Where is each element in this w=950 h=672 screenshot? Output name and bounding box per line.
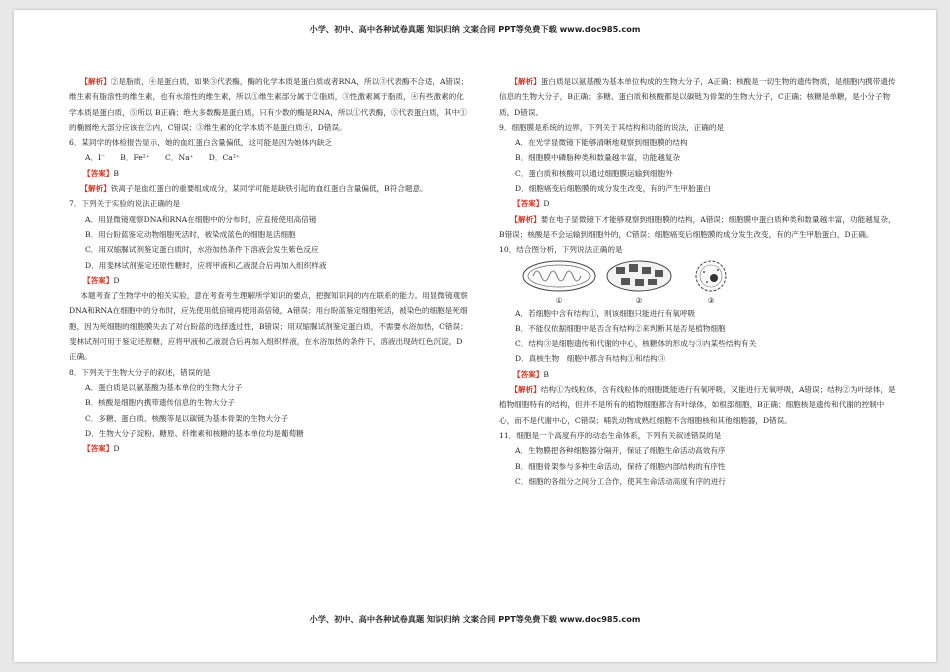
footer-banner: 小学、初中、高中各种试卷真题 知识归纳 文案合同 PPT等免费下载 www.doc985.com <box>309 614 641 624</box>
answer-tag: 【答案】 <box>83 444 114 454</box>
explanation-8 <box>499 74 899 120</box>
answer-tag: 【答案】 <box>513 199 544 209</box>
question-6: 6．某同学的体检报告显示，她的血红蛋白含量偏低，这可能是因为她体内缺乏 <box>69 138 333 148</box>
question-11-option-b: B．细胞骨架参与多种生命活动，保持了细胞内部结构的有序性 <box>515 461 726 471</box>
explanation-tag: 【解析】 <box>80 184 111 194</box>
explanation-text: 结构①为线粒体，含有线粒体的细胞既能进行有氧呼吸，又能进行无氧呼吸，A错误；结构②为叶绿体，是植物细胞特有的结构，但并不是所有的植物细胞都含有叶绿体，如根部细胞，B正确；细胞核是遗传和代谢的控制中心，而不是代谢中心，C错误；哺乳动物成熟红细胞不含细胞核和其他细胞器，D错误。 <box>499 385 896 425</box>
question-10-option-b: B．不能仅依据细胞中是否含有结构②来判断其是否是植物细胞 <box>515 323 726 333</box>
document-page <box>14 10 936 662</box>
answer-10 <box>499 367 899 382</box>
mitochondrion-drawing <box>523 261 595 291</box>
question-9-option-b: B．细胞膜中磷脂种类和数量越丰富，功能越复杂 <box>515 153 681 163</box>
explanation-tag: 【解析】 <box>80 77 111 86</box>
answer-value: D <box>113 444 120 454</box>
header-banner: 小学、初中、高中各种试卷真题 知识归纳 文案合同 PPT等免费下载 www.doc985.com <box>309 24 641 34</box>
figure-label-2: ② <box>635 295 643 305</box>
question-9-option-d: D．细胞癌变后细胞膜的成分发生改变，有的产生甲胎蛋白 <box>515 184 711 194</box>
explanation-tag: 【解析】 <box>510 214 541 224</box>
explanation-9 <box>499 212 899 243</box>
explanation-tag: 【解析】 <box>510 385 541 395</box>
question-10-option-a: A．若细胞中含有结构①，则该细胞只能进行有氧呼吸 <box>515 308 696 318</box>
question-9-option-c: C．蛋白质和核酸可以通过细胞膜运输到细胞外 <box>515 168 673 178</box>
organelle-figure <box>499 258 899 306</box>
explanation-7: 本题考查了生物学中的相关实验，意在考查考生理解所学知识的要点，把握知识间的内在联系的能力。用显微镜观察DNA和RNA在细胞中的分布时，应先使用低倍镜再使用高倍镜，A错误；用台盼蓝鉴定细胞死活，被染色的细胞是死细胞，因为死细胞的细胞膜失去了对台盼蓝的选择透过性，B错误；用双缩脲试剂鉴定蛋白质，不需要水浴加热，C错误；斐林试剂可用于鉴定还原糖，应将甲液和乙液混合后再加入组织样液，在水浴加热的条件下，溶液出现砖红色沉淀，D正确。 <box>69 291 468 362</box>
question-10-option-c: C．结构③是细胞遗传和代谢的中心，核糖体的形成与③内某些结构有关 <box>515 339 757 349</box>
answer-value: B <box>113 168 119 178</box>
right-column <box>499 74 899 489</box>
nucleus-drawing <box>696 261 726 291</box>
answer-value: D <box>543 199 550 209</box>
explanation-paragraph <box>69 74 469 135</box>
question-10-option-d: D．真核生物 细胞中都含有结构①和结构③ <box>515 354 666 364</box>
question-9: 9．细胞膜是系统的边界，下列关于其结构和功能的说法，正确的是 <box>499 122 725 132</box>
question-8: 8．下列关于生物大分子的叙述，错误的是 <box>69 367 211 377</box>
question-6-options: A．I⁻ B．Fe²⁺ C．Na⁺ D．Ca²⁺ <box>85 153 240 163</box>
explanation-text: 要在电子显微镜下才能够观察到细胞膜的结构，A错误；细胞膜中蛋白质种类和数量越丰富，功能越复杂，B错误；核酸是不会运输到细胞外的，C错误；细胞癌变后细胞膜的成分发生改变，有的产生甲胎蛋白，D正确。 <box>499 214 896 239</box>
answer-tag: 【答案】 <box>513 369 544 379</box>
answer-7 <box>69 273 469 288</box>
question-8-option-d: D．生物大分子淀粉、糖原、纤维素和核糖的基本单位均是葡萄糖 <box>85 428 304 438</box>
question-7-option-a: A．用显微镜观察DNA和RNA在细胞中的分布时，应直接使用高倍镜 <box>85 214 317 224</box>
answer-tag: 【答案】 <box>83 275 114 285</box>
explanation-6 <box>69 181 469 196</box>
question-10: 10．结合图分析，下列说法正确的是 <box>499 245 623 255</box>
question-8-option-c: C．多糖、蛋白质、核酸等是以碳链为基本骨架的生物大分子 <box>85 413 289 423</box>
answer-value: D <box>113 275 120 285</box>
left-column <box>69 74 469 456</box>
explanation-text: 铁离子是血红蛋白的重要组成成分，某同学可能是缺铁引起的血红蛋白含量偏低，B符合题意。 <box>110 184 428 194</box>
explanation-text: 蛋白质是以氨基酸为基本单位构成的生物大分子，A正确；核酸是一切生物的遗传物质，是细胞内携带遗传信息的生物大分子，B正确；多糖、蛋白质和核酸都是以碳链为骨架的生物大分子，C正确；核糖是单糖，是小分子物质，D错误。 <box>499 77 896 117</box>
question-7: 7．下列关于实验的说法正确的是 <box>69 199 181 209</box>
question-11-option-c: C．细胞的各组分之间分工合作，使其生命活动高度有序的进行 <box>515 476 726 486</box>
question-7-option-b: B．用台盼蓝鉴定动物细胞死活时，被染成蓝色的细胞是活细胞 <box>85 229 296 239</box>
answer-value: B <box>543 369 549 379</box>
question-7-option-c: C．用双缩脲试剂鉴定蛋白质时，水浴加热条件下溶液会发生紫色反应 <box>85 245 319 255</box>
answer-6 <box>69 166 469 181</box>
question-8-option-a: A．蛋白质是以氨基酸为基本单位的生物大分子 <box>85 382 243 392</box>
figure-label-1: ① <box>555 295 563 305</box>
explanation-10 <box>499 382 899 428</box>
question-11-option-a: A．生物膜把各种细胞器分隔开，保证了细胞生命活动高效有序 <box>515 446 726 456</box>
explanation-text: ②是脂质，④是蛋白质，如果③代表酶，酶的化学本质是蛋白质或者RNA，所以③代表酶不合适，A错误；维生素有脂溶性的维生素，也有水溶性的维生素，所以①维生素部分属于②脂质，③性激素属于脂质，④有些激素的化学本质是蛋白质，⑤所以 B正确；绝大多数酶是蛋白质，只有少数的酶是RNA，所以①代表酶，⑤代表蛋白质，其中①的椭圆绝大部分应该在②内，C错误；③维生素的化学本质不是蛋白质④，D错误。 <box>69 77 469 132</box>
answer-tag: 【答案】 <box>83 168 114 178</box>
answer-8 <box>69 441 469 456</box>
figure-label-3: ③ <box>707 295 715 305</box>
question-8-option-b: B．核酸是细胞内携带遗传信息的生物大分子 <box>85 398 235 408</box>
question-11: 11．细胞是一个高度有序的动态生命体系，下列有关叙述错误的是 <box>499 430 722 440</box>
chloroplast-drawing <box>607 261 671 291</box>
organelle-diagrams <box>519 258 759 306</box>
question-9-option-a: A．在光学显微镜下能够清晰地观察到细胞膜的结构 <box>515 138 688 148</box>
question-7-option-d: D．用斐林试剂鉴定还原性糖时，应将甲液和乙液混合后再加入组织样液 <box>85 260 327 270</box>
explanation-tag: 【解析】 <box>510 77 541 86</box>
answer-9 <box>499 196 899 211</box>
